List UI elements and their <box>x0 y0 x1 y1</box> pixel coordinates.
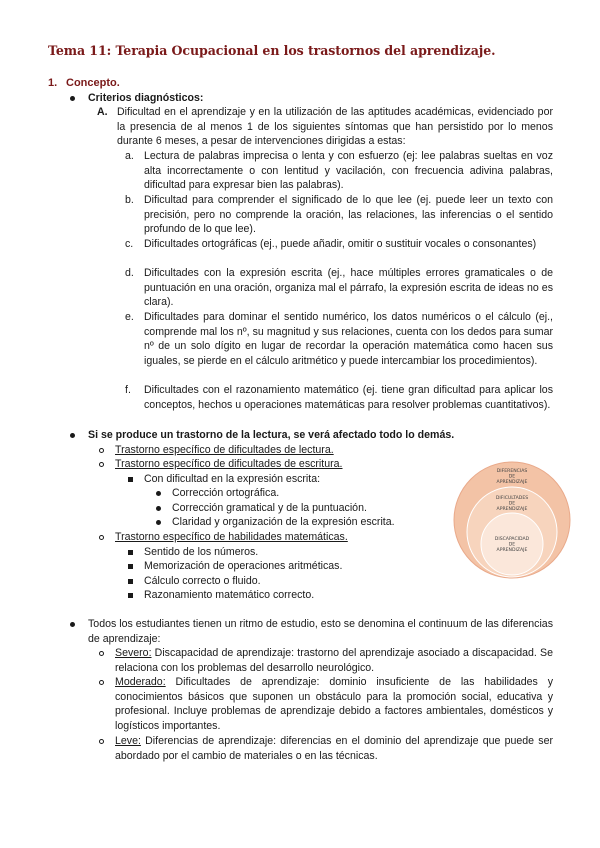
escritura-item-text: Corrección gramatical y de la puntuación. <box>172 502 367 514</box>
bullet-square-icon <box>128 593 133 598</box>
criterio-item-a <box>125 149 553 193</box>
nested-circles-diagram <box>452 460 572 580</box>
severo-label: Severo: <box>115 647 152 659</box>
matematicas-item-text: Razonamiento matemático correcto. <box>144 589 315 601</box>
middle-label-1: DIFICULTADES <box>495 496 529 501</box>
item-text: Lectura de palabras imprecisa o lenta y con esfuerzo (ej: lee palabras sueltas en voz alta incorrectamente o con lentitud y vacilación, con frecuencia adivina palabras, dificultad para expresar bien las palabras). <box>144 150 553 192</box>
criterio-a <box>97 105 553 149</box>
outer-label-3: APRENDIZAJE <box>496 480 528 485</box>
matematicas-item-text: Memorización de operaciones aritméticas. <box>144 560 343 572</box>
lectura-heading: Si se produce un trastorno de la lectura, se verá afectado todo lo demás. <box>88 429 455 441</box>
bullet-square-icon <box>128 477 133 482</box>
inner-label-1: DISCAPACIDAD <box>494 537 530 542</box>
item-text: Dificultades con la expresión escrita (ej., hace múltiples errores gramaticales o de puntuación en una oración, organiza mal el párrafo, la expresión escrita de ideas no es clara). <box>144 267 553 309</box>
item-label: d. <box>125 267 134 279</box>
bullet-dot-icon <box>70 96 75 101</box>
bullet-dot-icon <box>156 506 161 511</box>
severo-text: Discapacidad de aprendizaje: trastorno del aprendizaje asociado a discapacidad. Se relaciona con los problemas del desarrollo neurológico. <box>115 647 553 674</box>
bullet-dot-icon <box>156 491 161 496</box>
bullet-circle-icon <box>99 739 104 744</box>
bullet-dot-icon <box>70 622 75 627</box>
moderado-text: Dificultades de aprendizaje: dominio insuficiente de las habilidades y conocimientos básicos que suponen un obstáculo para la promoción social, educativa y profesional. Incluye problemas de aprendizaje debido a factores ambientales, domésticos y logísticos importantes. <box>115 676 553 732</box>
item-label: b. <box>125 194 134 206</box>
leve-label: Leve: <box>115 735 141 747</box>
section-label: Concepto. <box>66 77 120 89</box>
leve-text: Diferencias de aprendizaje: diferencias en el dominio del aprendizaje que puede ser abordado por el cambio de materiales o en las técnicas. <box>115 735 553 762</box>
matematicas-item-text: Sentido de los números. <box>144 546 259 558</box>
item-label: f. <box>125 384 131 396</box>
bullet-circle-icon <box>99 448 104 453</box>
trastorno-escritura-text: Trastorno específico de dificultades de escritura. <box>115 458 343 470</box>
inner-label-2: DE <box>508 542 516 548</box>
middle-label-3: APRENDIZAJE <box>496 507 528 512</box>
item-label: a. <box>125 150 134 162</box>
escritura-item-text: Claridad y organización de la expresión escrita. <box>172 516 395 528</box>
criterios-heading: Criterios diagnósticos: <box>88 92 204 104</box>
bullet-circle-icon <box>99 651 104 656</box>
criterio-a-text: Dificultad en el aprendizaje y en la utilización de las aptitudes académicas, evidenciado por la presencia de al menos 1 de los siguientes síntomas que han persistido por lo menos durante 6 meses, a pesar de intervenciones dirigidas a estas: <box>117 106 553 148</box>
document-title: Tema 11: Terapia Ocupacional en los trastornos del aprendizaje. <box>48 43 496 58</box>
trastorno-lectura-text: Trastorno específico de dificultades de lectura. <box>115 444 334 456</box>
escritura-sub-text: Con dificultad en la expresión escrita: <box>144 473 321 485</box>
bullet-circle-icon <box>99 535 104 540</box>
section-heading <box>48 76 120 91</box>
outer-label-2: DE <box>508 474 516 480</box>
matematicas-item-text: Cálculo correcto o fluido. <box>144 575 261 587</box>
criterio-item-d <box>125 266 553 310</box>
item-text: Dificultades ortográficas (ej., puede añadir, omitir o sustituir vocales o consonantes) <box>144 238 537 250</box>
item-text: Dificultades para dominar el sentido numérico, los datos numéricos o el cálculo (ej., comprende mal los nº, su magnitud y sus relaciones, cuenta con los dedos para sumar nº de un solo dígito en lugar de recordar la operación matemática como hacen sus iguales, se pierde en el cálculo aritmético y puede intercambiar los procedimientos). <box>144 311 553 367</box>
trastorno-matematicas-text: Trastorno específico de habilidades matemáticas. <box>115 531 348 543</box>
learning-differences-diagram <box>452 460 572 580</box>
item-label: c. <box>125 238 134 250</box>
bullet-circle-icon <box>99 462 104 467</box>
bullet-circle-icon <box>99 680 104 685</box>
escritura-item-text: Corrección ortográfica. <box>172 487 280 499</box>
criterio-item-f <box>125 383 553 412</box>
inner-label-3: APRENDIZAJE <box>496 548 528 553</box>
criterio-item-e <box>125 310 553 368</box>
moderado-label: Moderado: <box>115 676 166 688</box>
item-text: Dificultades con el razonamiento matemático (ej. tiene gran dificultad para aplicar los conceptos, hechos u operaciones matemáticas para resolver problemas cuantitativos). <box>144 384 553 411</box>
criterio-item-b <box>125 193 553 237</box>
outer-label-1: DIFERENCIAS <box>496 469 528 474</box>
bullet-dot-icon <box>156 520 161 525</box>
continuum-leve <box>99 734 553 763</box>
bullet-square-icon <box>128 564 133 569</box>
bullet-dot-icon <box>70 433 75 438</box>
item-label: e. <box>125 311 134 323</box>
criterio-a-label: A. <box>97 106 108 118</box>
continuum-bullet <box>70 617 553 646</box>
item-text: Dificultad para comprender el significado de lo que lee (ej. puede leer un texto con precisión, pero no comprende la oración, las relaciones, las inferencias o el sentido profundo de lo que lee). <box>144 194 553 236</box>
criterio-item-c <box>125 237 553 252</box>
continuum-moderado <box>99 675 553 733</box>
section-number: 1. <box>48 77 58 89</box>
continuum-severo <box>99 646 553 675</box>
bullet-square-icon <box>128 550 133 555</box>
middle-label-2: DE <box>508 501 516 507</box>
bullet-square-icon <box>128 579 133 584</box>
continuum-text: Todos los estudiantes tienen un ritmo de estudio, esto se denomina el continuum de las diferencias de aprendizaje: <box>88 618 553 645</box>
